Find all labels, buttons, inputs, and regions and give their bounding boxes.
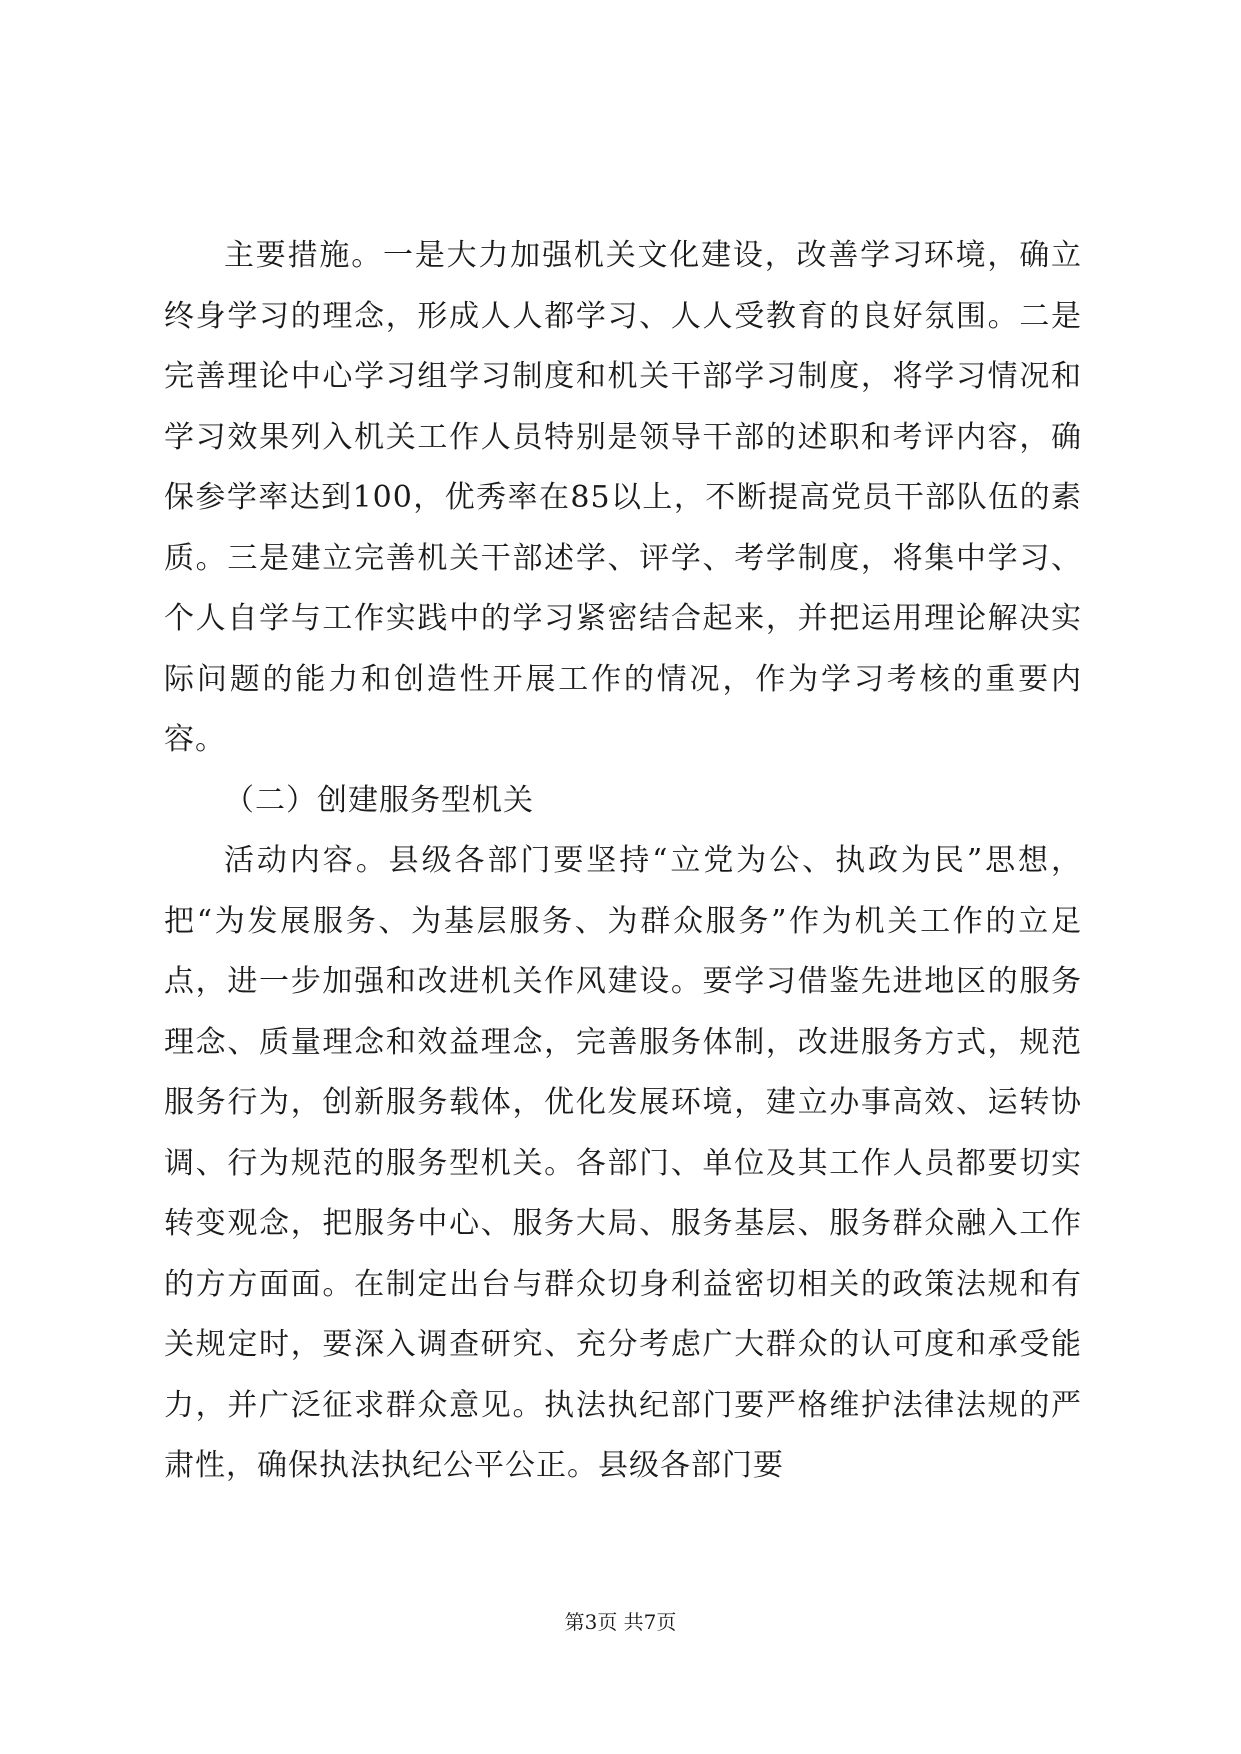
page-footer: 第3页 共7页 bbox=[564, 1610, 677, 1634]
paragraph-main-measures: 主要措施。一是大力加强机关文化建设，改善学习环境，确立终身学习的理念，形成人人都学习、人人受教育的良好氛围。二是完善理论中心学习组学习制度和机关干部学习制度，将学习情况和学习效果列入机关工作人员特别是领导干部的述职和考评内容，确保参学率达到100，优秀率在85以上，不断提高党员干部队伍的素质。三是建立完善机关干部述学、评学、考学制度，将集中学习、个人自学与工作实践中的学习紧密结合起来，并把运用理论解决实际问题的能力和创造性开展工作的情况，作为学习考核的重要内容。 bbox=[164, 238, 1082, 757]
document-body bbox=[164, 226, 1082, 1497]
section-heading-service-organ: （二）创建服务型机关 bbox=[224, 782, 534, 818]
paragraph-activity-content: 活动内容。县级各部门要坚持“立党为公、执政为民”思想，把“为发展服务、为基层服务、为群众服务”作为机关工作的立足点，进一步加强和改进机关作风建设。要学习借鉴先进地区的服务理念、质量理念和效益理念，完善服务体制，改进服务方式，规范服务行为，创新服务载体，优化发展环境，建立办事高效、运转协调、行为规范的服务型机关。各部门、单位及其工作人员都要切实转变观念，把服务中心、服务大局、服务基层、服务群众融入工作的方方面面。在制定出台与群众切身利益密切相关的政策法规和有关规定时，要深入调查研究、充分考虑广大群众的认可度和承受能力，并广泛征求群众意见。执法执纪部门要严格维护法律法规的严肃性，确保执法执纪公平公正。县级各部门要 bbox=[164, 843, 1082, 1483]
